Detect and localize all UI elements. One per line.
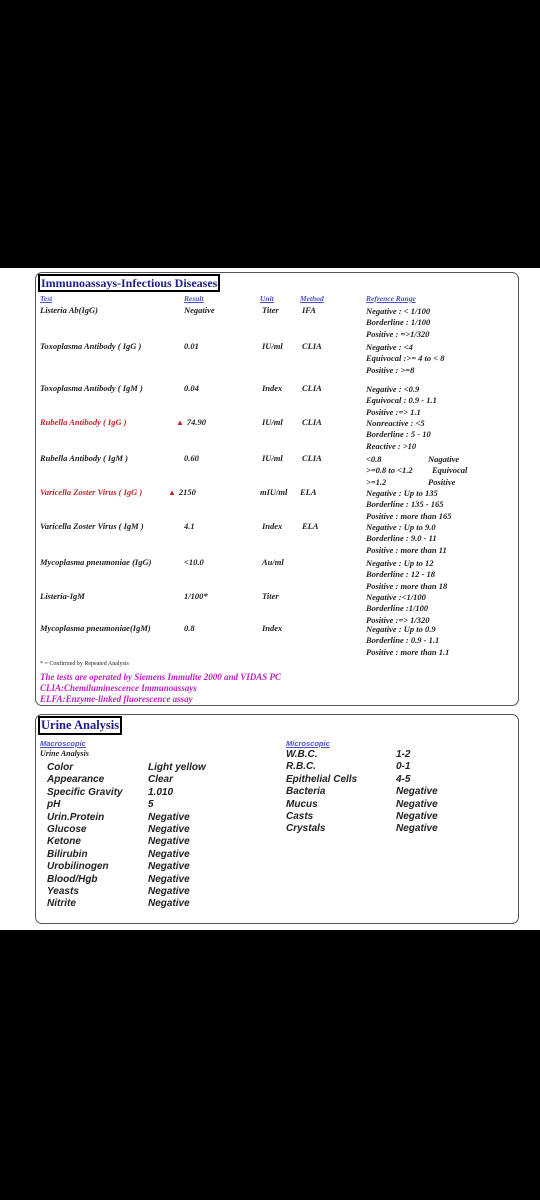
- test-unit: IU/ml: [262, 453, 283, 463]
- footnote: * = Confirmed by Repeated Analysis: [40, 661, 129, 667]
- reference-range-line: >=0.8 to <1.2: [366, 465, 413, 476]
- test-result: [184, 306, 215, 315]
- reference-range-interpretation: Positive: [428, 476, 456, 487]
- macroscopic-label: Nitrite: [47, 898, 76, 910]
- microscopic-label: Epithelial Cells: [286, 773, 358, 785]
- test-name: Varicella Zoster Virus ( IgG ): [40, 487, 143, 497]
- macroscopic-value: Negative: [148, 848, 190, 860]
- result-value: 0.01: [184, 341, 199, 351]
- test-result: [184, 384, 199, 393]
- test-unit: Index: [262, 383, 283, 393]
- reference-range-line: Borderline : 0.9 - 1.1: [366, 635, 440, 646]
- macroscopic-value: 1.010: [148, 786, 174, 798]
- test-unit: Titer: [262, 305, 279, 315]
- microscopic-value: 4-5: [396, 773, 411, 785]
- test-result: [168, 488, 196, 497]
- macroscopic-value: Negative: [148, 824, 190, 835]
- header-result: Result: [184, 294, 204, 303]
- reference-range-line: Positive : >=8: [366, 364, 415, 375]
- test-unit: Index: [262, 521, 283, 531]
- macroscopic-value: Negative: [148, 873, 190, 885]
- test-result: [184, 592, 208, 601]
- test-unit: Index: [262, 623, 283, 633]
- reference-range-line: Equivocal :>= 4 to < 8: [366, 353, 445, 364]
- reference-range-line: Positive : more than 11: [366, 544, 447, 555]
- result-value: 74.90: [186, 417, 207, 427]
- macroscopic-label: Color: [47, 762, 74, 773]
- result-value: 4.1: [184, 521, 195, 531]
- reference-range-line: Borderline :1/100: [366, 603, 429, 614]
- macroscopic-value: 5: [148, 799, 154, 811]
- test-name: Toxoplasma Antibody ( IgM ): [40, 383, 143, 393]
- test-result: [176, 418, 206, 427]
- header-method: Method: [300, 294, 324, 303]
- microscopic-label: Bacteria: [286, 786, 326, 798]
- reference-range-line: Positive : more than 165: [366, 510, 452, 521]
- result-value: 0.60: [184, 453, 199, 463]
- reference-range-line: Equivocal : 0.9 - 1.1: [366, 395, 437, 406]
- macroscopic-value: Negative: [148, 886, 190, 897]
- macroscopic-value: Negative: [148, 811, 190, 823]
- reference-range-line: Borderline : 135 - 165: [366, 499, 444, 510]
- report-page: [0, 268, 540, 930]
- macroscopic-label: Bilirubin: [47, 848, 88, 860]
- test-name: Toxoplasma Antibody ( IgG ): [40, 341, 142, 351]
- microscopic-label: Casts: [286, 811, 314, 822]
- macroscopic-value: Light yellow: [148, 762, 206, 773]
- reference-range-interpretation: Nagative: [428, 454, 460, 464]
- test-result: [184, 522, 195, 531]
- header-unit: Unit: [260, 294, 274, 303]
- test-name: Rubella Antibody ( IgM ): [40, 453, 128, 463]
- reference-range-line: Borderline : 1/100: [366, 317, 431, 328]
- microscopic-label: Crystals: [286, 823, 326, 835]
- macroscopic-label: Ketone: [47, 836, 81, 848]
- macroscopic-header: Macroscopic: [40, 739, 86, 748]
- reference-range-line: Negative : <4: [366, 342, 413, 352]
- microscopic-value: Negative: [396, 823, 438, 835]
- macroscopic-label: Appearance: [47, 774, 105, 786]
- immunoassays-title: Immunoassays-Infectious Diseases: [38, 274, 220, 292]
- test-unit: Au/ml: [262, 557, 284, 567]
- result-value: 1/100*: [184, 591, 208, 601]
- microscopic-header: Microscopic: [286, 739, 330, 748]
- result-value: Negative: [184, 305, 215, 315]
- reference-range-line: <0.8: [366, 454, 382, 464]
- test-result: [184, 624, 195, 633]
- reference-range-line: Negative : < 1/100: [366, 306, 431, 316]
- reference-range-line: Positive : more than 18: [366, 580, 448, 591]
- macroscopic-label: pH: [47, 799, 61, 811]
- test-result: [184, 558, 204, 567]
- test-name: Listeria Ab(IgG): [40, 305, 99, 315]
- macroscopic-label: Glucose: [47, 824, 87, 835]
- reference-range-line: Negative : Up to 12: [366, 558, 434, 568]
- test-method: CLIA: [302, 453, 322, 463]
- test-unit: IU/ml: [262, 417, 283, 427]
- high-flag-icon: ▲: [168, 488, 176, 497]
- test-unit: mIU/ml: [260, 487, 288, 497]
- reference-range-line: Negative : Up to 0.9: [366, 624, 436, 634]
- test-method: ELA: [300, 487, 317, 497]
- reference-range-line: Positive :=> 1/320: [366, 614, 430, 625]
- microscopic-value: 1-2: [396, 749, 411, 760]
- reference-range-line: Borderline : 5 - 10: [366, 429, 431, 440]
- test-name: Listeria-IgM: [40, 591, 85, 601]
- note-clia: CLIA:Chemiluminescence Immunoassays: [40, 683, 197, 693]
- reference-range-line: Reactive : >10: [366, 440, 417, 451]
- reference-range-line: >=1.2: [366, 476, 387, 487]
- reference-range-line: Positive :=> 1.1: [366, 406, 421, 417]
- note-elfa: ELFA:Enzyme-linked fluorescence assay: [40, 694, 193, 704]
- result-value: 0.8: [184, 623, 195, 633]
- reference-range-line: Borderline : 12 - 18: [366, 569, 435, 580]
- note-operated-by: The tests are operated by Siemens Immulite 2000 and VIDAS PC: [40, 672, 282, 682]
- microscopic-label: Mucus: [286, 798, 318, 810]
- test-result: [184, 342, 199, 351]
- urine-analysis-panel: [35, 714, 519, 924]
- test-unit: Titer: [262, 591, 279, 601]
- reference-range-line: Negative : Up to 135: [366, 488, 438, 498]
- microscopic-label: R.B.C.: [286, 761, 316, 773]
- test-method: CLIA: [302, 383, 322, 393]
- macroscopic-value: Negative: [148, 836, 190, 848]
- test-method: CLIA: [302, 341, 322, 351]
- reference-range-line: Borderline : 9.0 - 11: [366, 533, 437, 544]
- reference-range-line: Negative :<1/100: [366, 592, 426, 602]
- reference-range-line: Negative : <0.9: [366, 384, 420, 394]
- reference-range-line: Positive : more than 1.1: [366, 646, 450, 657]
- result-value: 2150: [178, 487, 196, 497]
- reference-range-interpretation: Equivocal: [432, 465, 468, 476]
- result-value: 0.04: [184, 383, 199, 393]
- reference-range-line: Positive : =>1/320: [366, 328, 430, 339]
- macroscopic-label: Urobilinogen: [47, 861, 109, 873]
- microscopic-value: 0-1: [396, 761, 411, 773]
- microscopic-value: Negative: [396, 811, 438, 822]
- microscopic-value: Negative: [396, 798, 438, 810]
- macroscopic-value: Clear: [148, 774, 174, 786]
- urine-analysis-title: Urine Analysis: [38, 716, 122, 735]
- test-name: Varicella Zoster Virus ( IgM ): [40, 521, 144, 531]
- test-unit: IU/ml: [262, 341, 283, 351]
- test-method: IFA: [302, 305, 316, 315]
- test-method: ELA: [302, 521, 319, 531]
- macroscopic-label: Blood/Hgb: [47, 873, 98, 885]
- reference-range-line: Negative : Up to 9.0: [366, 522, 436, 532]
- macroscopic-label: Specific Gravity: [47, 786, 123, 798]
- macroscopic-value: Negative: [148, 861, 190, 873]
- header-reference-range: Refrence Range: [366, 294, 416, 303]
- macroscopic-label: Urin.Protein: [47, 811, 105, 823]
- test-name: Mycoplasma pneumoniae(IgM): [40, 623, 151, 633]
- test-result: [184, 454, 199, 463]
- test-name: Rubella Antibody ( IgG ): [40, 417, 127, 427]
- macroscopic-label: Yeasts: [47, 886, 79, 897]
- microscopic-value: Negative: [396, 786, 438, 798]
- macroscopic-value: Negative: [148, 898, 190, 910]
- test-name: Mycoplasma pneumoniae (IgG): [40, 557, 152, 567]
- test-method: CLIA: [302, 417, 322, 427]
- result-value: <10.0: [184, 557, 204, 567]
- microscopic-label: W.B.C.: [286, 749, 318, 760]
- urine-section-label: Urine Analysis: [40, 749, 89, 758]
- header-test: Test: [40, 294, 53, 303]
- high-flag-icon: ▲: [176, 418, 184, 427]
- reference-range-line: Nonreactive : <5: [366, 418, 425, 428]
